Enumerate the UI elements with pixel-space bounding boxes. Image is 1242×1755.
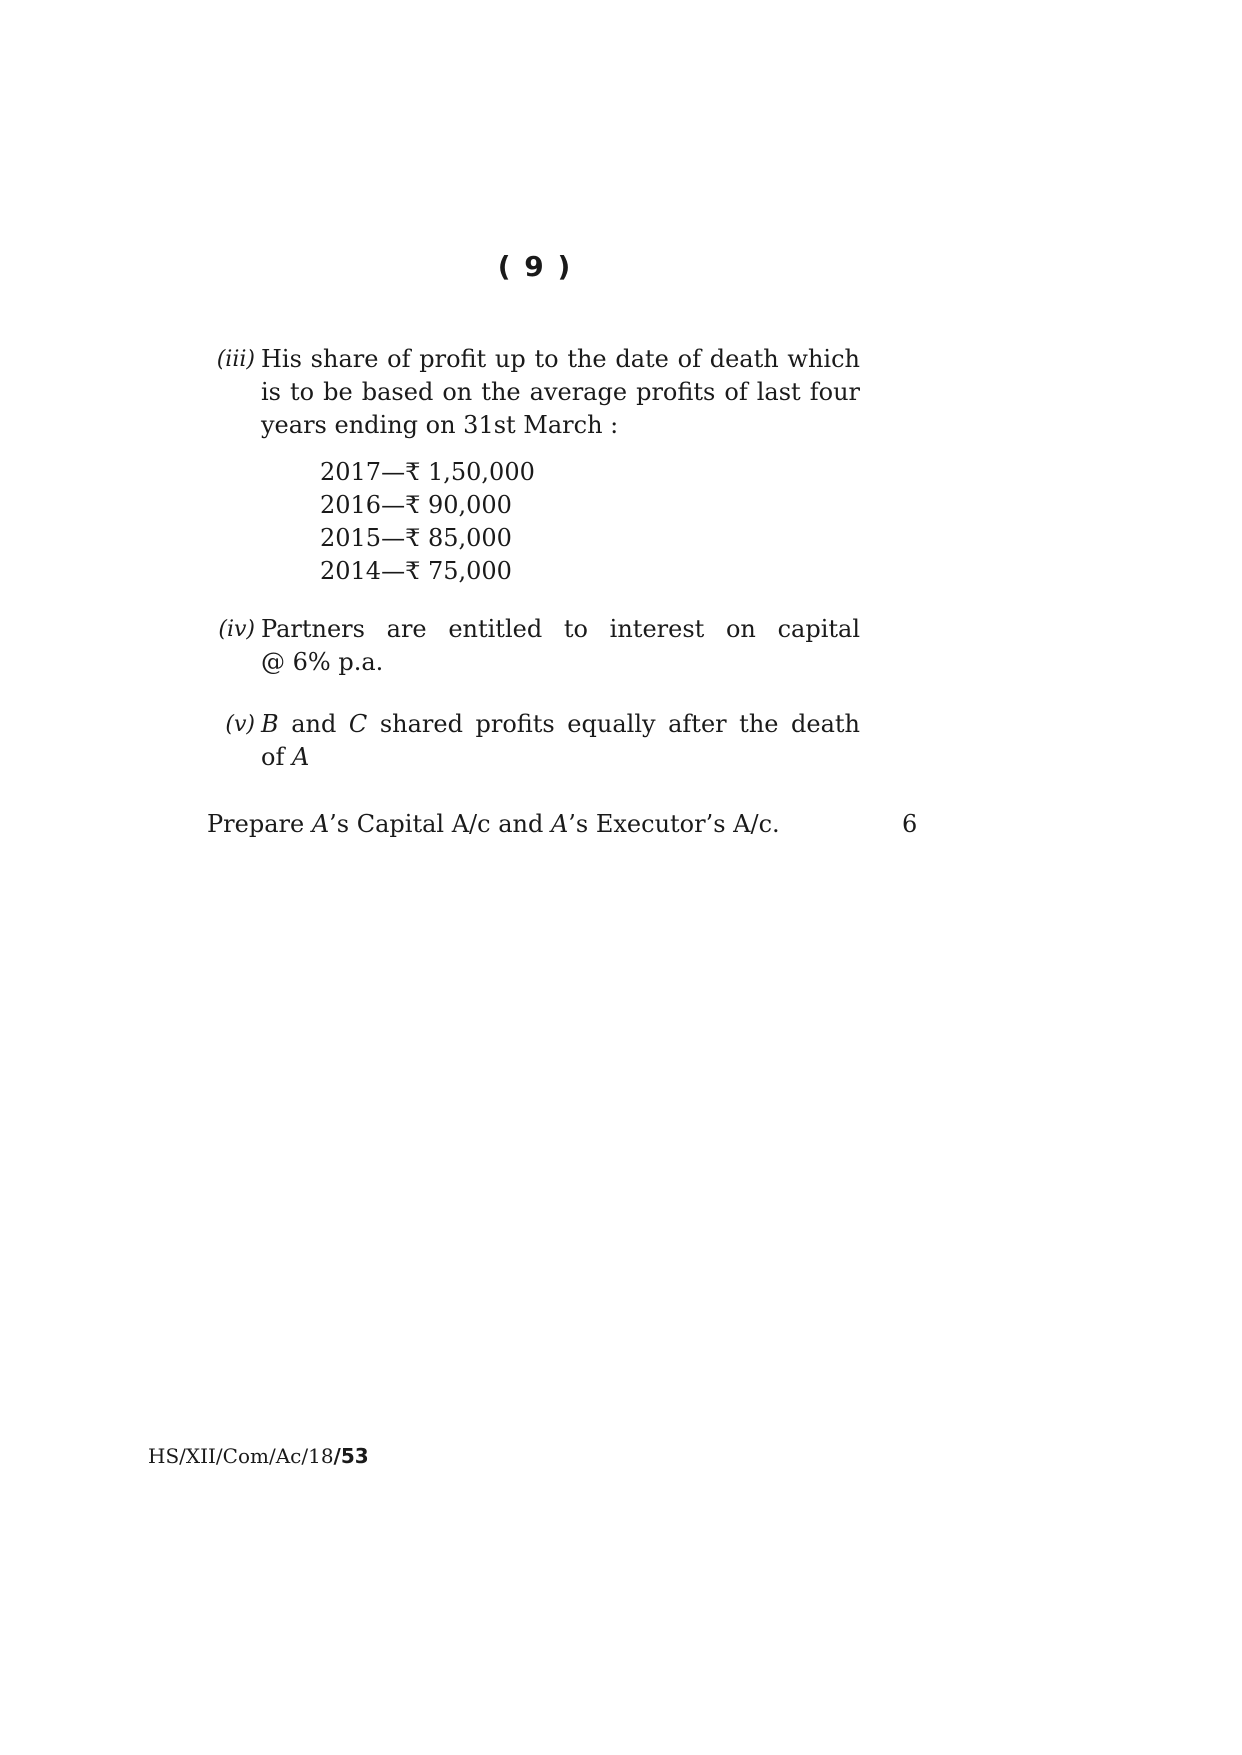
variable-b: B <box>261 710 279 738</box>
variable-c: C <box>348 710 368 738</box>
text-line: years ending on 31st March : <box>261 411 619 439</box>
text-fragment: and <box>278 710 349 738</box>
text-line <box>261 741 860 774</box>
paper-code: HS/XII/Com/Ac/18 <box>148 1444 334 1468</box>
variable-a: A <box>311 810 330 838</box>
item-iii <box>210 343 860 442</box>
profit-row: 2017—₹ 1,50,000 <box>320 458 535 486</box>
profit-row: 2015—₹ 85,000 <box>320 524 512 552</box>
item-marker: (iii) <box>216 347 255 372</box>
text-line: @ 6% p.a. <box>261 648 384 676</box>
item-marker: (iv) <box>218 617 255 642</box>
text-line: His share of profit up to the date of death which <box>261 345 860 373</box>
marks: 6 <box>902 810 918 838</box>
item-body <box>261 613 860 679</box>
text-fragment: Prepare <box>207 810 312 838</box>
variable-a: A <box>291 743 310 771</box>
profit-row: 2016—₹ 90,000 <box>320 491 512 519</box>
paper-page-code: /53 <box>333 1444 369 1468</box>
text-line: Partners are entitled to interest on capital <box>261 615 860 643</box>
text-line: is to be based on the average profits of last four <box>261 378 860 406</box>
footer-code <box>148 1442 369 1470</box>
text-fragment: ’s Capital A/c and <box>329 810 551 838</box>
profit-list <box>320 456 535 588</box>
page-number: ( 9 ) <box>497 250 573 283</box>
text-fragment: ’s Executor’s A/c. <box>568 810 780 838</box>
text-fragment: of <box>261 743 292 771</box>
text-line <box>261 708 860 741</box>
item-body <box>261 343 860 442</box>
item-marker: (v) <box>225 712 255 737</box>
item-body <box>261 708 860 774</box>
text-fragment: shared profits equally after the death <box>367 710 861 738</box>
item-v <box>210 708 860 774</box>
instruction <box>207 808 780 841</box>
item-iv <box>210 613 860 679</box>
profit-row: 2014—₹ 75,000 <box>320 557 512 585</box>
variable-a: A <box>550 810 569 838</box>
